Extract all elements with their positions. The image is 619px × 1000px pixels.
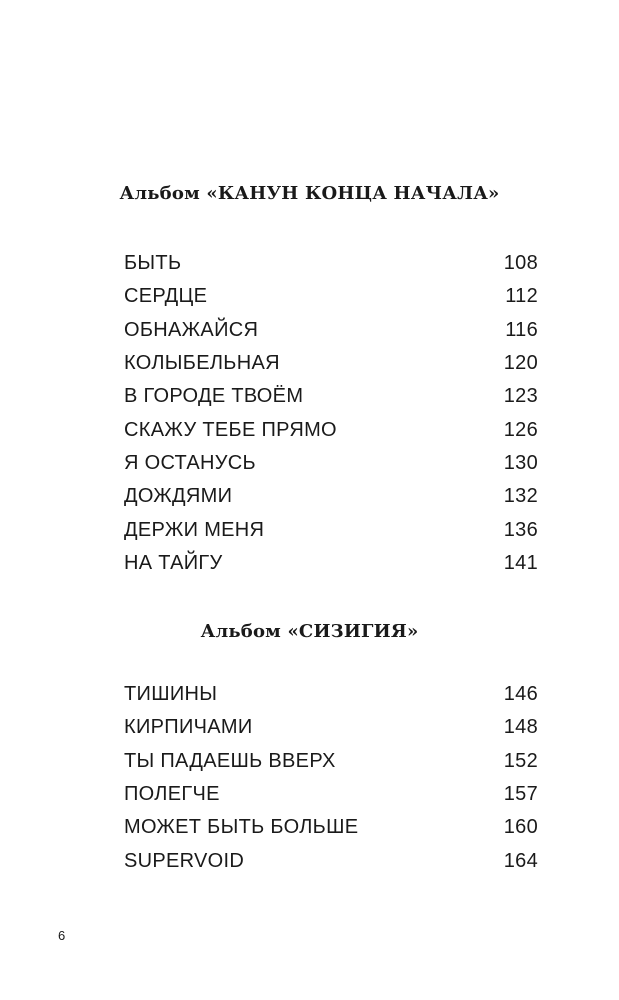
toc-entry-title: ТИШИНЫ: [124, 683, 218, 706]
toc-entry-title: В ГОРОДЕ ТВОЁМ: [124, 385, 304, 408]
section-title-sizigiya: Альбом «СИЗИГИЯ»: [200, 621, 419, 642]
toc-entry-page: 123: [503, 385, 538, 408]
toc-entry: [124, 447, 538, 480]
toc-entry-page: 160: [503, 816, 538, 839]
toc-entry-page: 141: [503, 551, 538, 574]
toc-entry-title: КИРПИЧАМИ: [124, 716, 253, 739]
toc-entry: [124, 678, 538, 711]
toc-entry-title: ДОЖДЯМИ: [124, 485, 233, 508]
toc-entry: [124, 745, 538, 778]
toc-entry-title: СКАЖУ ТЕБЕ ПРЯМО: [124, 418, 337, 441]
toc-entry: [124, 844, 538, 877]
toc-entry: [124, 247, 538, 280]
toc-entry: [124, 480, 538, 513]
page-number: 6: [58, 928, 66, 943]
toc-entry-title: SUPERVOID: [124, 849, 245, 872]
toc-entry-title: ДЕРЖИ МЕНЯ: [124, 518, 265, 541]
toc-entry: [124, 380, 538, 413]
toc-entry-page: 112: [505, 285, 538, 308]
toc-entry-page: 130: [503, 451, 538, 474]
toc-entry-page: 157: [503, 783, 538, 806]
toc-entry: [124, 413, 538, 446]
toc-entry-title: ТЫ ПАДАЕШЬ ВВЕРХ: [124, 749, 336, 772]
toc-entry-page: 132: [503, 485, 538, 508]
toc-entry-page: 126: [503, 418, 538, 441]
toc-entry: [124, 280, 538, 313]
toc-entry: [124, 811, 538, 844]
toc-entry-page: 136: [503, 518, 538, 541]
toc-entry-title: КОЛЫБЕЛЬНАЯ: [124, 352, 280, 375]
toc-entry-page: 146: [503, 683, 538, 706]
toc-entry: [124, 711, 538, 744]
section-title-kanun: Альбом «КАНУН КОНЦА НАЧАЛА»: [119, 183, 500, 204]
toc-entry: [124, 547, 538, 580]
toc-entry: [124, 314, 538, 347]
toc-entry-page: 164: [503, 849, 538, 872]
toc-entry: [124, 347, 538, 380]
toc-list-sizigiya: [124, 678, 538, 878]
toc-entry-title: ОБНАЖАЙСЯ: [124, 318, 259, 341]
toc-entry-title: МОЖЕТ БЫТЬ БОЛЬШЕ: [124, 816, 359, 839]
toc-entry-page: 108: [503, 252, 538, 275]
toc-entry-page: 120: [503, 352, 538, 375]
toc-entry-title: Я ОСТАНУСЬ: [124, 451, 256, 474]
toc-entry-title: БЫТЬ: [124, 252, 182, 275]
toc-entry-title: НА ТАЙГУ: [124, 551, 223, 574]
toc-entry-title: ПОЛЕГЧЕ: [124, 783, 220, 806]
toc-entry-page: 152: [503, 749, 538, 772]
toc-entry-title: СЕРДЦЕ: [124, 285, 208, 308]
toc-entry: [124, 513, 538, 546]
toc-entry-page: 116: [505, 318, 538, 341]
toc-entry-page: 148: [503, 716, 538, 739]
toc-entry: [124, 778, 538, 811]
toc-list-kanun: [124, 247, 538, 580]
